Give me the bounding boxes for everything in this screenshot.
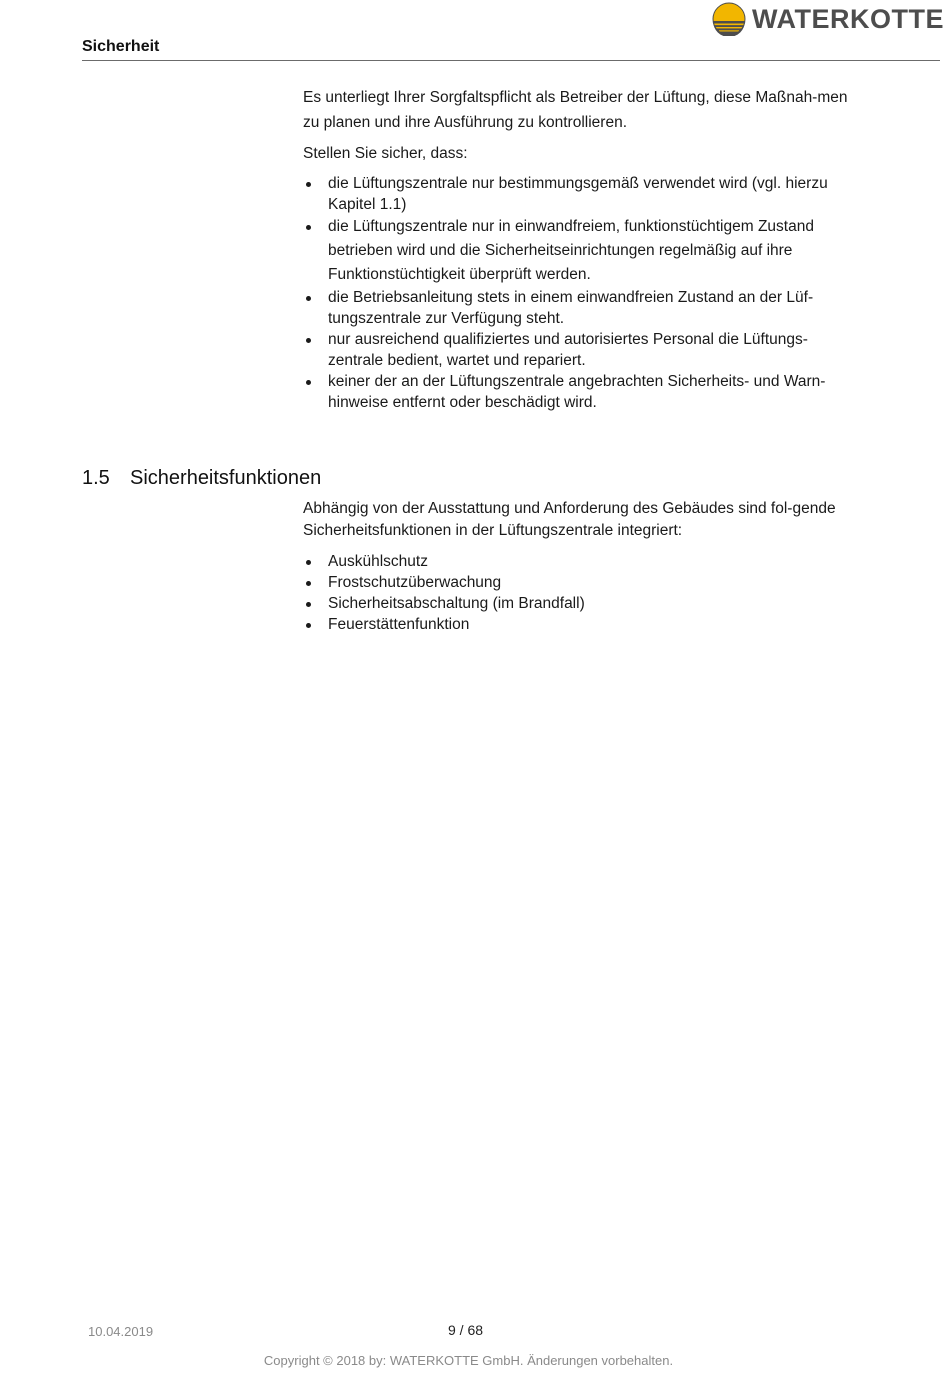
list-item: Sicherheitsabschaltung (im Brandfall) [303, 593, 873, 614]
list-item: Frostschutzüberwachung [303, 572, 873, 593]
list-item: nur ausreichend qualifiziertes und autorisiertes Personal die Lüftungs-zentrale bedient, wartet und repariert. [303, 329, 853, 371]
list-item: keiner der an der Lüftungszentrale angebrachten Sicherheits- und Warn-hinweise entfernt oder beschädigt wird. [303, 371, 873, 413]
intro-paragraph: Es unterliegt Ihrer Sorgfaltspflicht als Betreiber der Lüftung, diese Maßnah-men zu planen und ihre Ausführung zu kontrollieren. [303, 89, 848, 131]
section-number: 1.5 [82, 467, 110, 489]
brand-wordmark: WATERKOTTE [752, 4, 944, 34]
footer-copyright: Copyright © 2018 by: WATERKOTTE GmbH. Änderungen vorbehalten. [263, 1353, 674, 1368]
safety-functions-paragraph: Abhängig von der Ausstattung und Anforderung des Gebäudes sind fol-gende Sicherheitsfunktionen in der Lüftungszentrale integriert: [303, 500, 836, 539]
waterkotte-logo [712, 2, 944, 36]
footer-date: 10.04.2019 [88, 1324, 154, 1339]
sun-logo-icon [712, 2, 746, 36]
section-heading [82, 467, 321, 490]
running-header-title: Sicherheit [82, 38, 160, 55]
list-item: die Lüftungszentrale nur in einwandfreiem, funktionstüchtigem Zustand betrieben wird und die Sicherheitseinrichtungen regelmäßig auf ihre Funktionstüchtigkeit überprüft werden. [303, 215, 853, 287]
list-item: die Betriebsanleitung stets in einem einwandfreien Zustand an der Lüf-tungszentrale zur Verfügung steht. [303, 287, 853, 329]
intro-block [303, 85, 873, 413]
list-item: die Lüftungszentrale nur bestimmungsgemäß verwendet wird (vgl. hierzu Kapitel 1.1) [303, 173, 853, 215]
header-divider [82, 60, 940, 61]
safety-functions-block [303, 498, 873, 635]
requirements-list [303, 173, 853, 413]
safety-functions-list [303, 551, 873, 635]
list-item: Auskühlschutz [303, 551, 873, 572]
list-item: Feuerstättenfunktion [303, 614, 873, 635]
section-title: Sicherheitsfunktionen [130, 467, 322, 489]
page-number: 9 / 68 [448, 1322, 484, 1338]
intro-lead: Stellen Sie sicher, dass: [303, 145, 468, 162]
